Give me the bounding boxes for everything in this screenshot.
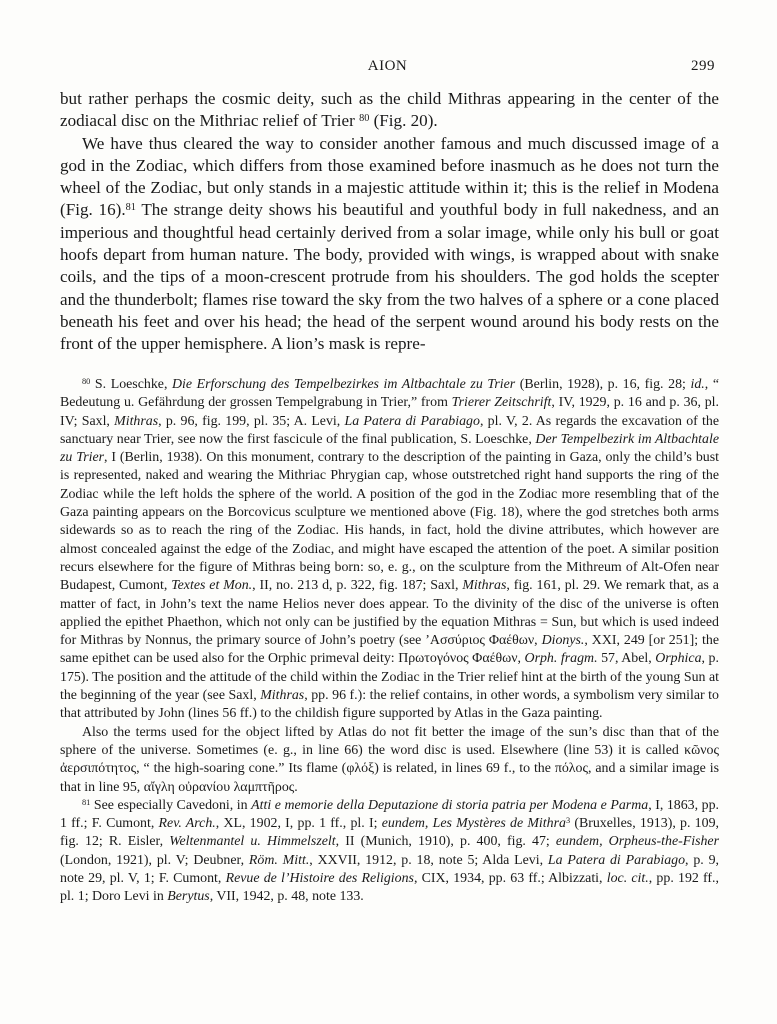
main-text [60, 88, 719, 356]
greek-text: πόλος [554, 761, 588, 777]
footnote-81: $^{81}$ See especially Cavedoni, in Atti e memorie della Deputazione di storia patria per Modena e Parma, I, 1863, pp. 1 ff.; F. Cumont, Rev. Arch., XL, 1902, I, pp. 1 ff., pl. I; eundem, Les Mystères de Mithra$^3$ (Bruxelles, 1913), p. 109, fig. 12; R. Eisler, Weltenmantel u. Himmelszelt, II (Munich, 1910), p. 400, fig. 47; eundem, Orpheus-the-Fisher (London, 1921), pl. V; Deubner, Röm. Mitt., XXVII, 1912, p. 18, note 5; Alda Levi, La Patera di Parabiago, p. 9, note 29, pl. V, 1; F. Cumont, Revue de l’Histoire des Religions, CIX, 1934, pp. 63 ff.; Albizzati, loc. cit., pp. 192 ff., pl. 1; Doro Levi in Berytus, VII, 1942, p. 48, note 133. [60, 797, 720, 905]
greek-text: ’Ασσύριος Φαέθων [425, 633, 535, 649]
greek-text: αἴγλη οὐρανίου λαμπτῆρος [143, 779, 295, 795]
footnote-number: 80 [82, 376, 91, 386]
footnote-80-continuation: Also the terms used for the object lifted by Atlas do not fit better the image of the sun’s disc than that of the sphere of the universe. Sometimes (e. g., in line 66) the word disc is used. Elsewhere (line 53) it is called κῶνος ἀερσιπότητος, “ the high-soaring cone.” Its flame (φλόξ) is related, in lines 69 f., to the πόλος, and a similar image is that in line 95, αἴγλη οὐρανίου λαμπτῆρος. [60, 724, 719, 795]
greek-text: Πρωτογόνος Φαέθων [398, 651, 518, 667]
footnote-ref-80[interactable]: 80 [359, 113, 370, 125]
body-paragraph-1: but rather perhaps the cosmic deity, such as the child Mithras appearing in the center of the zodiacal disc on the Mithriac relief of Trier $^{80}$ (Fig. 20). [60, 89, 719, 131]
footnotes [60, 376, 719, 907]
page-number: 299 [691, 58, 715, 74]
footnote-80: $^{80}$ S. Loeschke, Die Erforschung des Tempelbezirkes im Altbachtale zu Trier (Berlin, 1928), p. 16, fig. 28; id., “ Bedeutung u. Gefährdung der grossen Tempelgrabung in Trier,” from Trierer Zeitschrift, IV, 1929, p. 16 and p. 36, pl. IV; Saxl, Mithras, p. 96, fig. 199, pl. 35; A. Levi, La Patera di Parabiago, pl. V, 2. As regards the excavation of the sanctuary near Trier, see now the first fascicule of the final publication, S. Loeschke, Der Tempelbezirk im Altbachtale zu Trier, I (Berlin, 1938). On this monument, contrary to the description of the painting in Gaza, only the child’s bust is represented, naked and wearing the Mithriac Phrygian cap, whose outstretched right hand supports the ring of the Zodiac while the left holds the sphere of the world. A position of the god in the Zodiac more resembling that of the Gaza painting appears on the Borcovicus sculpture we mentioned above (Fig. 18), where the god stretches both arms sidewards so as to reach the ring of the Zodiac. His hands, in fact, hold the divine attributes, which however are almost concealed against the edge of the Zodiac, and might have escaped the attention of the poet. A similar position recurs elsewhere for the figure of Mithras being born: so, e. g., on the sculpture from the Mithreum of Alt-Ofen near Budapest, Cumont, Textes et Mon., II, no. 213 d, p. 322, fig. 187; Saxl, Mithras, fig. 161, pl. 29. We remark that, as a matter of fact, in John’s text the name Helios never does appear. To the divinity of the disc of the universe is often applied the epithet Phaethon, which not only can be justified by the equation Mithras = Sun, but which is used indeed for Mithras by Nonnus, the primary source of John’s poetry (see ’Ασσύριος Φαέθων, Dionys., XXI, 249 [or 251]; the same epithet can be used also for the Orphic primeval deity: Πρωτογόνος Φαέθων, Orph. fragm. 57, Abel, Orphica, p. 175). The position and the attitude of the child within the Zodiac in the Trier relief hint at the birth of the young Sun at the beginning of the year (see Saxl, Mithras, pp. 96 f.): the relief contains, in other words, a symbolism very similar to that attributed by John (lines 56 ff.) to the childish figure supported by Atlas in the Gaza painting. [60, 376, 719, 722]
body-paragraph-2: We have thus cleared the way to consider another famous and much discussed image of a god in the Zodiac, which differs from those examined before inasmuch as he does not turn the wheel of the Zodiac, but only stands in a majestic attitude within it; this is the relief in Modena (Fig. 16).$^{81}$ The strange deity shows his beautiful and youthful body in full nakedness, and an imperious and thoughtful head certainly derived from a solar image, while only his bull or goat hoofs depart from human nature. The body, provided with wings, is wrapped about with snake coils, and the tips of a moon-crescent protrude from his shoulders. The god holds the scepter and the thunderbolt; flames rise toward the sky from the two halves of a sphere or a cone placed beneath his feet and over his head; the head of the serpent wound around his body rests on the front of the upper hemisphere. A lion’s mask is repre- [60, 133, 720, 354]
greek-text: κῶνος ἀερσιπότητος [60, 742, 719, 777]
running-header [60, 58, 715, 80]
footnote-number: 81 [82, 797, 91, 807]
greek-text: φλόξ [346, 761, 375, 777]
footnote-ref-81[interactable]: 81 [125, 202, 136, 214]
running-title: AION [367, 58, 408, 74]
